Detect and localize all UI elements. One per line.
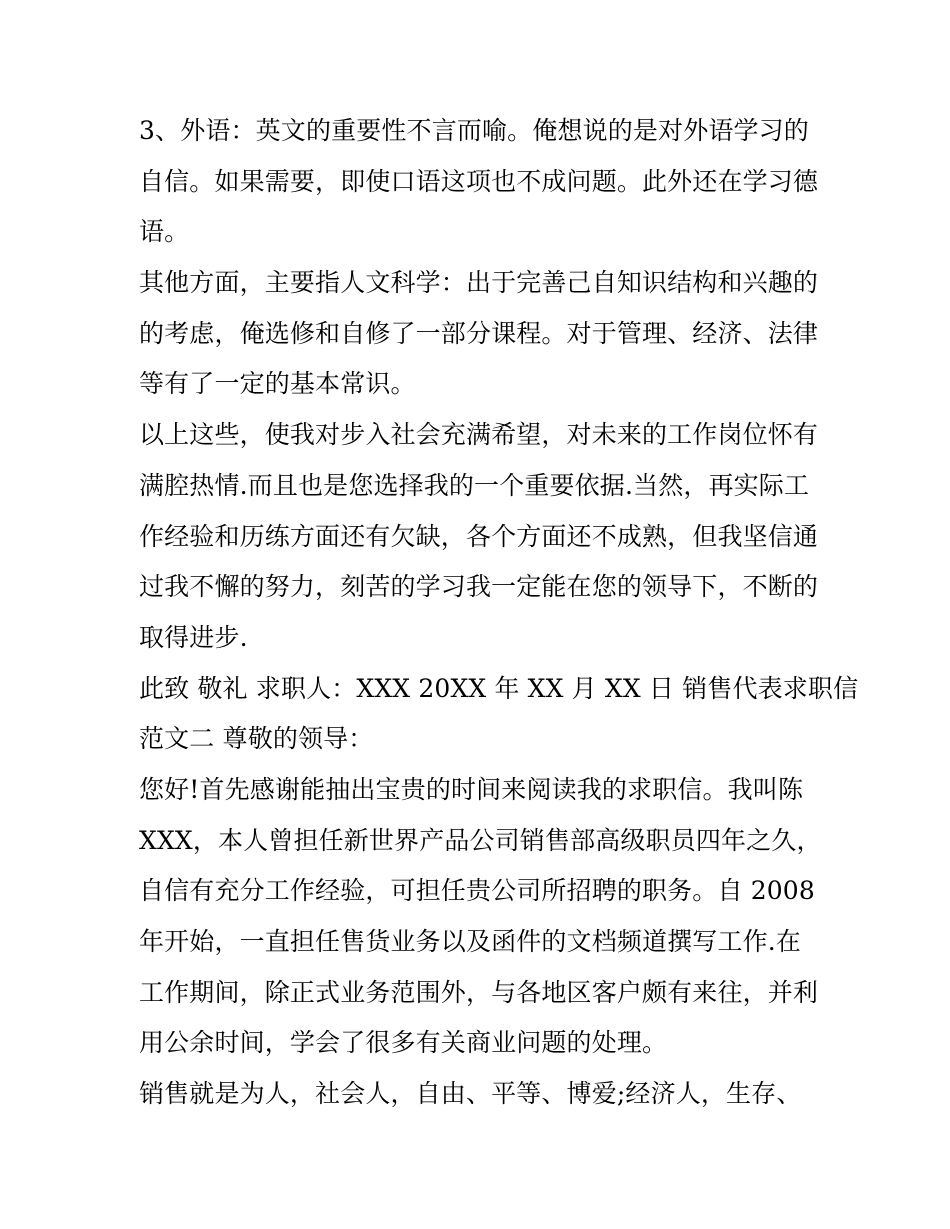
text-line: 其他方面，主要指人文科学：出于完善己自知识结构和兴趣的 [139,268,819,298]
text-line: 以上这些，使我对步入社会充满希望，对未来的工作岗位怀有 [139,420,819,450]
text-line: 取得进步. [139,622,248,652]
text-line: 此致 敬礼 求职人：XXX 20XX 年 XX 月 XX 日 销售代表求职信 [139,673,859,703]
paragraph-summary [139,410,819,663]
paragraph-closing [139,664,859,765]
paragraph-humanities [139,258,819,410]
paragraph-sales [139,1069,819,1120]
paragraph-greeting [139,765,822,1069]
text-line: 您好!首先感谢能抽出宝贵的时间来阅读我的求职信。我叫陈 [139,774,804,804]
text-line: 满腔热情.而且也是您选择我的一个重要依据.当然，再实际工 [139,470,810,500]
text-line: 等有了一定的基本常识。 [139,369,416,399]
text-line: 过我不懈的努力，刻苦的学习我一定能在您的领导下，不断的 [139,572,819,602]
text-line: 3、外语：英文的重要性不言而喻。俺想说的是对外语学习的 [139,116,809,145]
text-line: 自信。如果需要，即使口语这项也不成问题。此外还在学习德 [139,166,819,196]
text-line: 工作期间，除正式业务范围外，与各地区客户颇有来往，并利 [139,977,819,1007]
document-body [139,106,859,1120]
text-line: 的考虑，俺选修和自修了一部分课程。对于管理、经济、法律 [139,318,819,348]
paragraph-foreign-language [139,106,819,258]
text-line: 用公余时间，学会了很多有关商业问题的处理。 [139,1028,668,1058]
text-line: 范文二 尊敬的领导： [139,724,374,754]
text-line: XXX，本人曾担任新世界产品公司销售部高级职员四年之久， [139,825,822,855]
text-line: 语。 [139,217,190,247]
text-line: 自信有充分工作经验，可担任贵公司所招聘的职务。自 2008 [139,876,815,906]
text-line: 销售就是为人，社会人，自由、平等、博爱;经济人，生存、 [139,1079,802,1109]
text-line: 年开始，一直担任售货业务以及函件的文档频道撰写工作.在 [139,927,801,956]
text-line: 作经验和历练方面还有欠缺，各个方面还不成熟，但我坚信通 [139,521,819,551]
